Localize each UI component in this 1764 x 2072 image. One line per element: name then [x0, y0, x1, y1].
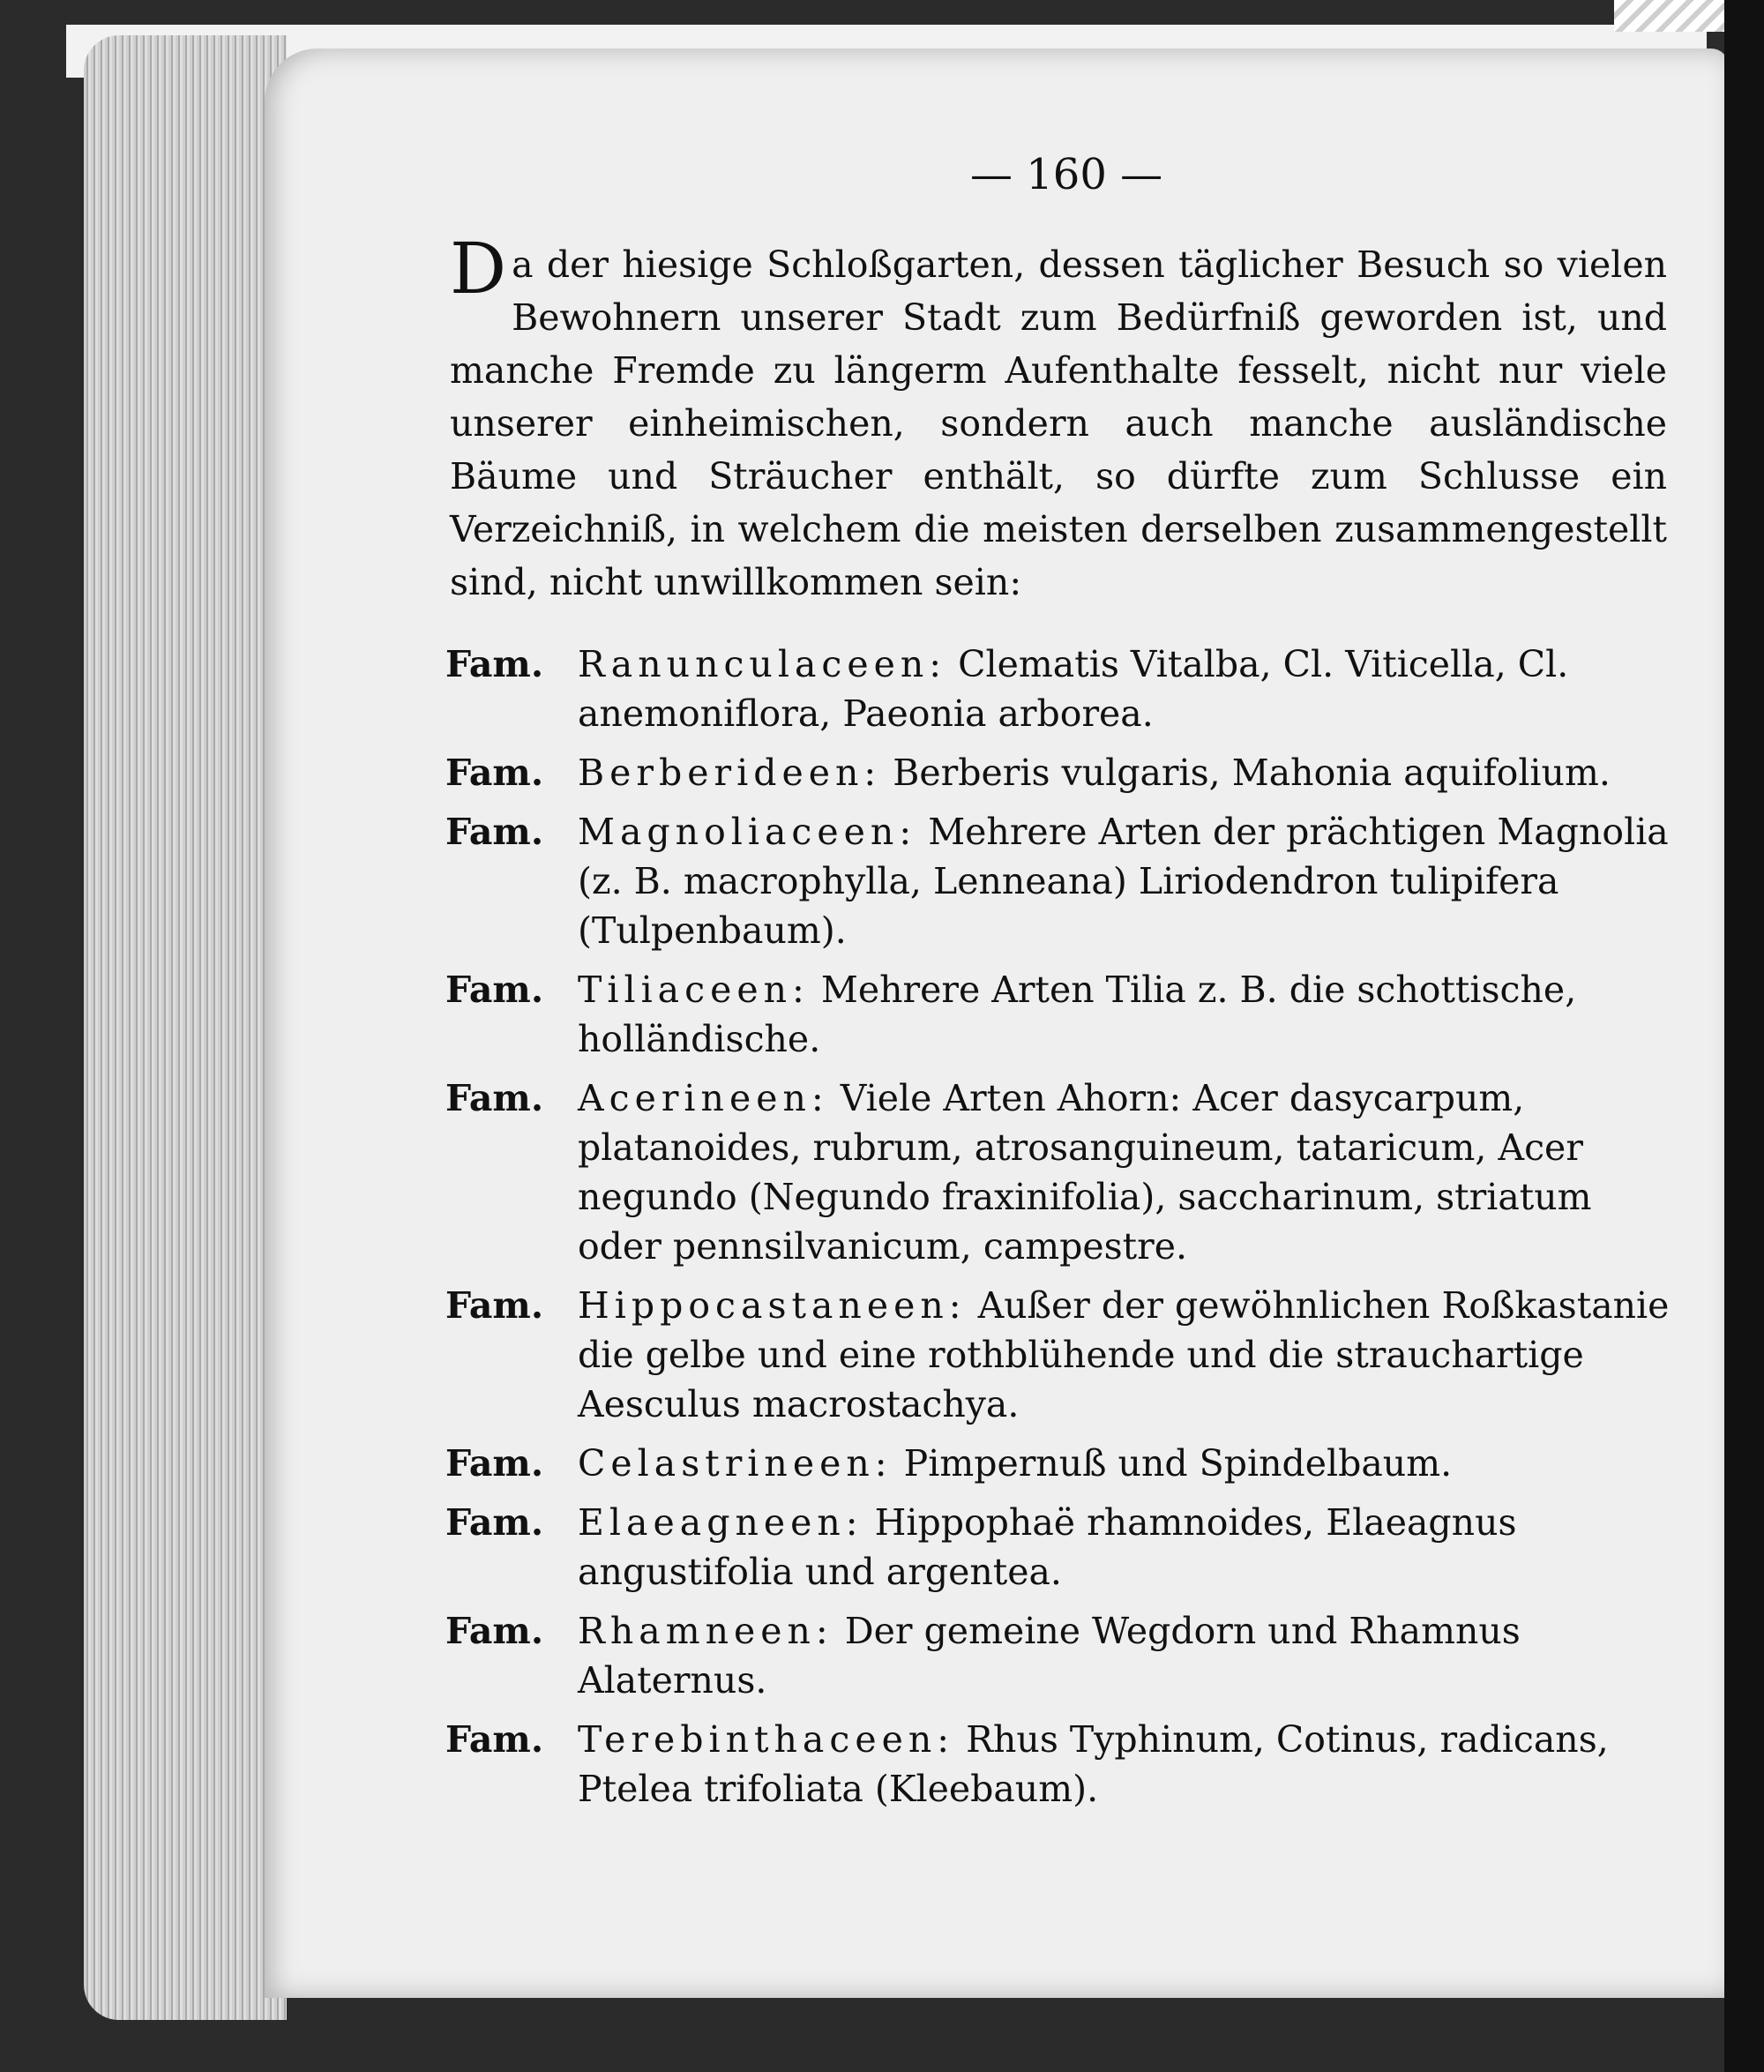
- entry-text: Mehrere Arten der prächtigen Magnolia (z. B. macrophylla, Lenneana) Liriodendron tulipifera (Tulpenbaum).: [578, 811, 1669, 952]
- plant-family-list: [445, 640, 1671, 1823]
- list-item: [445, 640, 1671, 738]
- entry-label: Fam.: [445, 1501, 544, 1544]
- bookmark-ribbon: [1614, 0, 1738, 32]
- entry-text: Viele Arten Ahorn: Acer dasycarpum, platanoides, rubrum, atrosanguineum, tataricum, Acer negundo (Negundo fraxinifolia), saccharinum, striatum oder pennsilvanicum, campestre.: [578, 1077, 1592, 1268]
- family-name: Tiliaceen:: [578, 969, 810, 1011]
- entry-label: Fam.: [445, 1718, 544, 1761]
- family-name: Celastrineen:: [578, 1442, 893, 1485]
- entry-text: Hippophaë rhamnoides, Elaeagnus angustifolia und argentea.: [578, 1501, 1517, 1593]
- entry-label: Fam.: [445, 1284, 544, 1327]
- family-name: Terebinthaceen:: [578, 1718, 955, 1761]
- page-number: — 160 —: [970, 150, 1163, 199]
- binding-shadow: [1724, 0, 1764, 2072]
- list-item: [445, 1498, 1671, 1597]
- family-name: Rhamneen:: [578, 1610, 833, 1652]
- entry-label: Fam.: [445, 752, 544, 794]
- entry-text: Mehrere Arten Tilia z. B. die schottische, holländische.: [578, 969, 1577, 1060]
- list-item: [445, 748, 1671, 797]
- entry-label: Fam.: [445, 1610, 544, 1652]
- family-name: Elaeagneen:: [578, 1501, 863, 1544]
- family-name: Ranunculaceen:: [578, 643, 947, 685]
- list-item: [445, 965, 1671, 1064]
- entry-text: Clematis Vitalba, Cl. Viticella, Cl. anemoniflora, Paeonia arborea.: [578, 643, 1569, 735]
- entry-text: Der gemeine Wegdorn und Rhamnus Alaternus.: [578, 1610, 1521, 1702]
- entry-label: Fam.: [445, 1077, 544, 1119]
- list-item: [445, 1715, 1671, 1814]
- list-item: [445, 1439, 1671, 1488]
- entry-text: Außer der gewöhnlichen Roßkastanie die gelbe und eine rothblühende und die strauchartige Aesculus macrostachya.: [578, 1284, 1670, 1425]
- page-stack-edge: [84, 35, 287, 2020]
- entry-text: Berberis vulgaris, Mahonia aquifolium.: [893, 752, 1611, 794]
- entry-label: Fam.: [445, 643, 544, 685]
- list-item: [445, 1281, 1671, 1429]
- entry-label: Fam.: [445, 1442, 544, 1485]
- family-name: Acerineen:: [578, 1077, 829, 1119]
- family-name: Magnoliaceen:: [578, 811, 917, 853]
- entry-label: Fam.: [445, 969, 544, 1011]
- list-item: [445, 807, 1671, 955]
- entry-text: Rhus Typhinum, Cotinus, radicans, Ptelea trifoliata (Kleebaum).: [578, 1718, 1609, 1810]
- entry-label: Fam.: [445, 811, 544, 853]
- entry-text: Pimpernuß und Spindelbaum.: [903, 1442, 1453, 1485]
- list-item: [445, 1073, 1671, 1271]
- list-item: [445, 1606, 1671, 1705]
- family-name: Hippocastaneen:: [578, 1284, 967, 1327]
- family-name: Berberideen:: [578, 752, 882, 794]
- intro-paragraph: Da der hiesige Schloßgarten, dessen täglicher Besuch so vielen Bewohnern unserer Stadt zum Bedürfniß geworden ist, und manche Fremde zu längerm Aufenthalte fesselt, nicht nur viele unserer einheimischen, sondern auch manche ausländische Bäume und Sträucher enthält, so dürfte zum Schlusse ein Verzeichniß, in welchem die meisten derselben zusammengestellt sind, nicht unwillkommen sein:: [450, 228, 1667, 603]
